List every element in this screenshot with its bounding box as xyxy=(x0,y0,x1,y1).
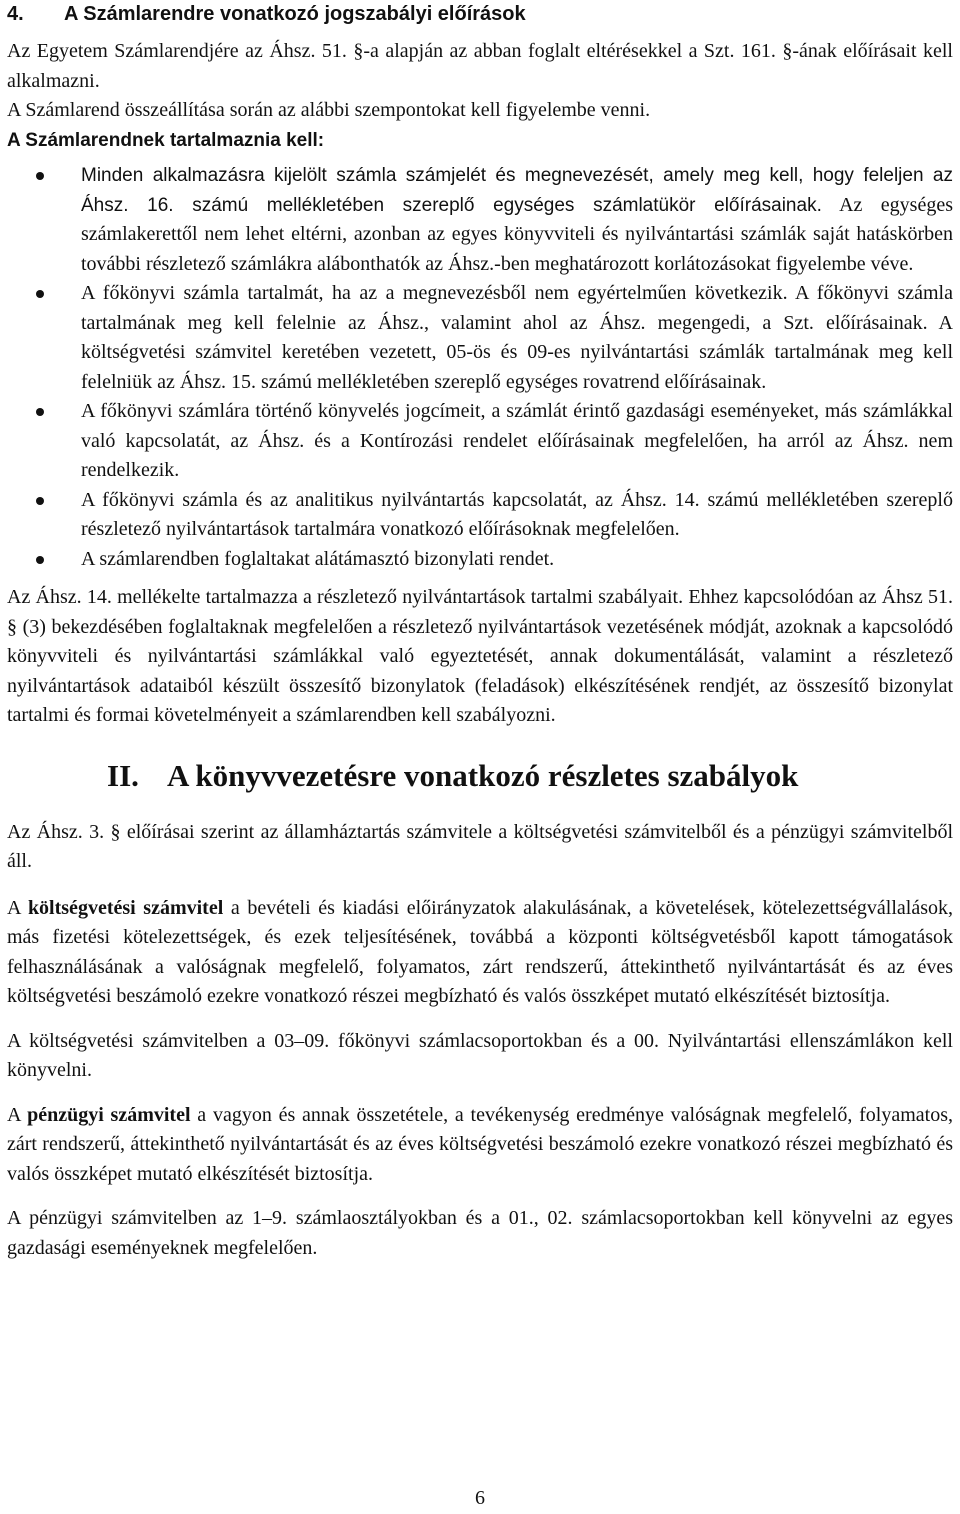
bullet-icon xyxy=(36,408,44,416)
text-run: a bevételi és kiadási előirányzatok alakulásának, a követelések, kötelezettségvállalások, más fizetési kötelezettségek, és ezek teljesítésének, továbbá a központi költségvetésből kapott támogatások felhasználásának a valóságnak megfelelő, folyamatos, zárt rendszerű, áttekinthető nyilvántartását és az éves költségvetési beszámoló ezekre vonatkozó részei megbízható és valós összképet mutató elkészítését biztosítja. xyxy=(7,896,953,1007)
chapter-title: A könyvvezetésre vonatkozó részletes szabályok xyxy=(167,757,799,793)
requirements-list xyxy=(7,161,953,574)
text-run: a vagyon és annak összetétele, a tevékenység eredménye valóságnak megfelelő, folyamatos, zárt rendszerű, áttekinthető nyilvántartását és az éves költségvetési beszámoló ezekre vonatkozó részei megbízható és valós összképet mutató elkészítését biztosítja. xyxy=(7,1103,953,1185)
emphasis: pénzügyi számvitel xyxy=(27,1103,191,1126)
body-paragraph: Az Áhsz. 14. mellékelte tartalmazza a részletező nyilvántartások tartalmi szabályait. Ehhez kapcsolódóan az Áhsz 51. § (3) bekezdésében foglaltaknak megfelelően a részletező nyilvántartások vezetésének módját, azoknak a kapcsolódó könyvviteli és nyilvántartási számlákkal való egyeztetését, annak dokumentálását, valamint a részletező nyilvántartások adataiból készült összesítő bizonylatok (feladások) elkészítésének rendjét, az összesítő bizonylat tartalmi és formai követelményeit a számlarendben kell szabályozni. xyxy=(7,586,953,726)
page-number: 6 xyxy=(475,1487,485,1509)
list-item xyxy=(7,397,953,486)
body-paragraph xyxy=(7,894,953,1012)
requirements-heading: A Számlarendnek tartalmaznia kell: xyxy=(7,129,325,151)
intro-paragraph: Az Egyetem Számlarendjére az Áhsz. 51. §-a alapján az abban foglalt eltérésekkel a Szt. 161. §-ának előírásait kell alkalmazni. xyxy=(7,40,953,92)
intro-paragraph-2: A Számlarend összeállítása során az alábbi szempontokat kell figyelembe venni. xyxy=(7,99,651,121)
body-paragraph: A pénzügyi számvitelben az 1–9. számlaosztályokban és a 01., 02. számlacsoportokban kell könyvelni az egyes gazdasági eseményeknek megfelelően. xyxy=(7,1207,953,1259)
list-item-text: A számlarendben foglaltakat alátámasztó bizonylati rendet. xyxy=(81,547,555,570)
bullet-icon xyxy=(36,497,44,505)
text-run: A xyxy=(7,896,28,919)
list-item-sans-text: Minden alkalmazásra kijelölt számla számjelét és megnevezését, amely meg kell, hogy feleljen az Áhsz. 16. számú mellékletében szereplő egységes számlatükör előírásainak. xyxy=(81,165,953,216)
list-item xyxy=(7,279,953,397)
bullet-icon xyxy=(36,290,44,298)
section-title: A Számlarendre vonatkozó jogszabályi előírások xyxy=(64,3,526,25)
list-item-text: Az egységes számlakerettől nem lehet eltérni, azonban az egyes könyvviteli és nyilvántartási számlák saját hatáskörben további részletező számlákra alábonthatók az Áhsz.-ben meghatározott korlátozásokat figyelembe véve. xyxy=(81,193,953,275)
list-item-text: A főkönyvi számla és az analitikus nyilvántartás kapcsolatát, az Áhsz. 14. számú mellékletében szereplő részletező nyilvántartások tartalmára vonatkozó előírásoknak megfelelően. xyxy=(81,488,953,540)
text-run: A xyxy=(7,1103,28,1126)
list-item xyxy=(7,545,953,575)
list-item-text: A főkönyvi számla tartalmát, ha az a megnevezésből nem egyértelműen következik. A főkönyvi számla tartalmának meg kell felelnie az Áhsz., valamint ahol az Áhsz. megengedi, a Szt. előírásainak. A költségvetési számvitel keretében vezetett, 05-ös és 09-es nyilvántartási számlák tartalmának meg kell felelniük az Áhsz. 15. számú mellékletében szereplő egységes rovatrend előírásainak. xyxy=(81,282,953,393)
section-number: 4. xyxy=(7,3,24,25)
emphasis: költségvetési számvitel xyxy=(27,896,224,919)
body-paragraph: Az Áhsz. 3. § előírásai szerint az államháztartás számvitele a költségvetési számvitelből és a pénzügyi számvitelből áll. xyxy=(7,820,953,872)
list-item xyxy=(7,161,953,279)
list-item xyxy=(7,486,953,545)
body-paragraph: A költségvetési számvitelben a 03–09. főkönyvi számlacsoportokban és a 00. Nyilvántartási ellenszámlákon kell könyvelni. xyxy=(7,1029,953,1081)
section-heading xyxy=(7,0,953,28)
bullet-icon xyxy=(36,172,44,180)
bullet-icon xyxy=(36,556,44,564)
chapter-heading xyxy=(7,756,953,796)
body-paragraph xyxy=(7,1101,953,1190)
document-page xyxy=(7,0,953,1263)
chapter-number: II. xyxy=(107,757,139,793)
list-item-text: A főkönyvi számlára történő könyvelés jogcímeit, a számlát érintő gazdasági eseményeket, más számlákkal való kapcsolatát, az Áhsz. és a Kontírozási rendelet előírásainak megfelelően, ha arról az Áhsz. nem rendelkezik. xyxy=(81,400,953,481)
